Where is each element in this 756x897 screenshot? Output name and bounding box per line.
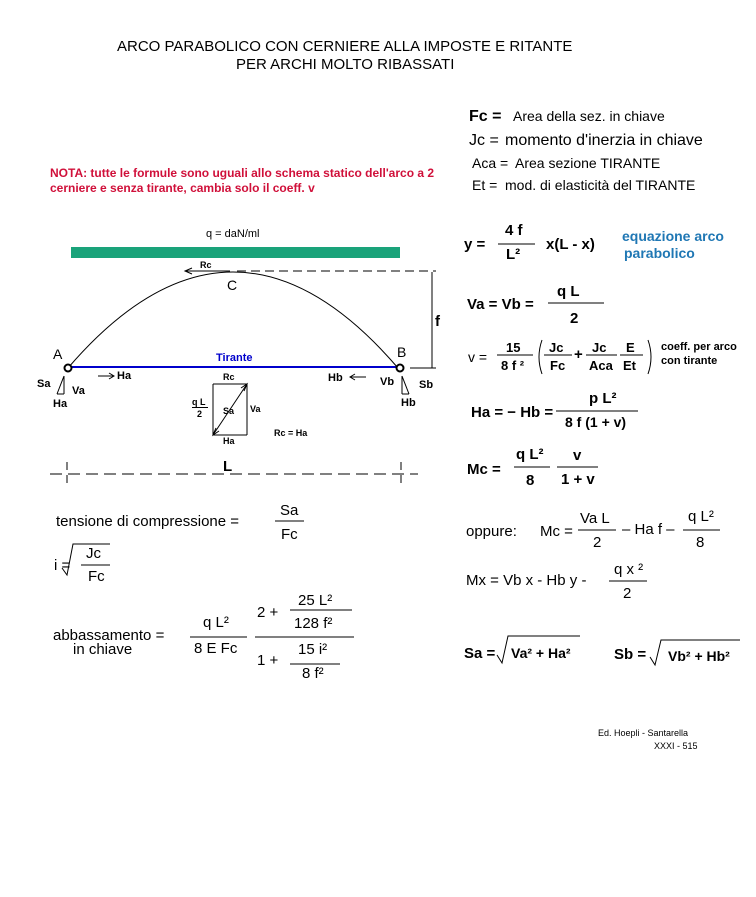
tri-ha-label: Ha [223, 436, 235, 446]
mx-lhs: Mx = Vb x - Hb y - [466, 572, 587, 589]
abbass-bot-pre: 1 + [257, 652, 279, 669]
v-label-1: coeff. per arco [661, 341, 737, 353]
ha-den: 8 f (1 + v) [565, 414, 627, 430]
parabola-label-1: equazione arco [622, 228, 724, 244]
hb-left-label: Hb [328, 372, 343, 384]
mc-alt-n1: Va L [580, 510, 610, 527]
span-label: L [223, 458, 233, 475]
legend-jc-symbol: Jc = [469, 132, 499, 149]
v-c-num: 15 [506, 340, 521, 355]
v-t2-den: Aca [589, 358, 613, 373]
v-t2-num: Jc [592, 340, 607, 355]
abbass-lhs-2: in chiave [73, 641, 133, 658]
parabola-num: 4 f [505, 222, 523, 239]
hb-right-below-label: Hb [401, 397, 416, 409]
parabola-den: L² [506, 246, 521, 263]
abbass-n1: q L² [203, 614, 229, 631]
mc-alt-pre: oppure: [466, 523, 517, 540]
footer-line-2: XXXI - 515 [654, 741, 698, 751]
abbass-lhs-1: abbassamento = [53, 627, 165, 644]
mx-num: q x ² [614, 561, 644, 578]
sb-lhs: Sb = [614, 646, 647, 663]
sa-lhs: Sa = [464, 645, 496, 662]
abbass-top-num: 25 L² [298, 592, 333, 609]
abbass-top-pre: 2 + [257, 604, 279, 621]
va-lhs: Va = Vb = [467, 296, 534, 313]
i-lhs: i = [54, 557, 71, 574]
abbass-d1: 8 E Fc [194, 640, 238, 657]
legend-aca-symbol: Aca = [472, 155, 509, 171]
legend-jc-text: momento d'inerzia in chiave [505, 132, 703, 149]
legend-et-symbol: Et = [472, 177, 498, 193]
v-plus: + [574, 346, 583, 363]
v-t1-num: Jc [549, 340, 564, 355]
mc-n2: v [573, 447, 582, 464]
mc-alt-d2: 8 [696, 534, 705, 551]
hinge-a [65, 365, 72, 372]
abbass-bot-num: 15 i² [298, 641, 328, 658]
mc-alt-lhs: Mc = [540, 523, 573, 540]
tri-ql-den: 2 [197, 409, 203, 419]
abbass-top-den: 128 f² [294, 615, 333, 632]
title-line-2: PER ARCHI MOLTO RIBASSATI [236, 56, 455, 73]
tri-va-label: Va [250, 404, 261, 414]
va-left-label: Va [72, 385, 85, 397]
rc-eq-ha-label: Rc = Ha [274, 428, 308, 438]
legend-fc-text: Area della sez. in chiave [513, 108, 665, 124]
c-label: C [227, 277, 238, 293]
parabola-lhs: y = [464, 236, 486, 253]
tri-sa-label: Sa [223, 406, 235, 416]
sb-right-label: Sb [419, 379, 434, 391]
hinge-b [397, 365, 404, 372]
footer-line-1: Ed. Hoepli - Santarella [598, 728, 689, 738]
a-label: A [53, 346, 63, 362]
tri-ql-line [192, 407, 208, 408]
mc-alt-mid: – Ha f – [622, 521, 675, 538]
v-lhs: v = [468, 349, 488, 365]
note-text: NOTA: tutte le formule sono uguali allo schema statico dell'arco a 2 cerniere e senza tirante, cambia solo il coeff. v [50, 166, 435, 195]
mc-d1: 8 [526, 472, 535, 489]
v-label-2: con tirante [661, 355, 718, 367]
b-label: B [397, 344, 407, 360]
f-label: f [435, 313, 440, 330]
sa-rad: Va² + Ha² [511, 645, 571, 661]
abbass-bot-den: 8 f² [302, 665, 324, 682]
sa-left-label: Sa [37, 378, 51, 390]
sb-rad: Vb² + Hb² [668, 648, 730, 664]
v-t3-num: E [626, 340, 635, 355]
legend-aca-text: Area sezione TIRANTE [515, 155, 661, 171]
va-num: q L [557, 283, 580, 300]
tri-ql-num: q L [192, 397, 206, 407]
v-t1-den: Fc [550, 358, 566, 373]
ha-right-label: Ha [117, 370, 132, 382]
legend-et-text: mod. di elasticità del TIRANTE [505, 177, 696, 193]
parabola-label-2: parabolico [624, 245, 695, 261]
parabola-rhs: x(L - x) [546, 236, 595, 253]
ha-left-below-label: Ha [53, 398, 68, 410]
vb-right-label: Vb [380, 376, 395, 388]
tri-rc-label: Rc [223, 372, 235, 382]
mc-alt-d1: 2 [593, 534, 602, 551]
tension-lhs: tensione di compressione = [56, 513, 240, 530]
ha-lhs: Ha = − Hb = [471, 404, 554, 421]
i-den: Fc [88, 568, 105, 585]
mc-n1: q L² [516, 446, 544, 463]
title-line-1: ARCO PARABOLICO CON CERNIERE ALLA IMPOSTE E RITANTE [117, 38, 573, 55]
tension-den: Fc [281, 526, 298, 543]
legend-fc-symbol: Fc = [469, 108, 502, 125]
mc-d2: 1 + v [561, 471, 595, 488]
tension-num: Sa [280, 502, 299, 519]
mc-alt-n2: q L² [688, 508, 714, 525]
v-t3-den: Et [623, 358, 636, 373]
load-bar [71, 247, 400, 258]
load-label: q = daN/ml [206, 228, 260, 240]
ha-num: p L² [589, 390, 617, 407]
tirante-label: Tirante [216, 352, 253, 364]
mc-lhs: Mc = [467, 461, 501, 478]
rc-top-label: Rc [200, 260, 212, 270]
v-c-den: 8 f ² [501, 358, 525, 373]
mx-den: 2 [623, 585, 632, 602]
i-num: Jc [86, 545, 101, 562]
va-den: 2 [570, 310, 579, 327]
